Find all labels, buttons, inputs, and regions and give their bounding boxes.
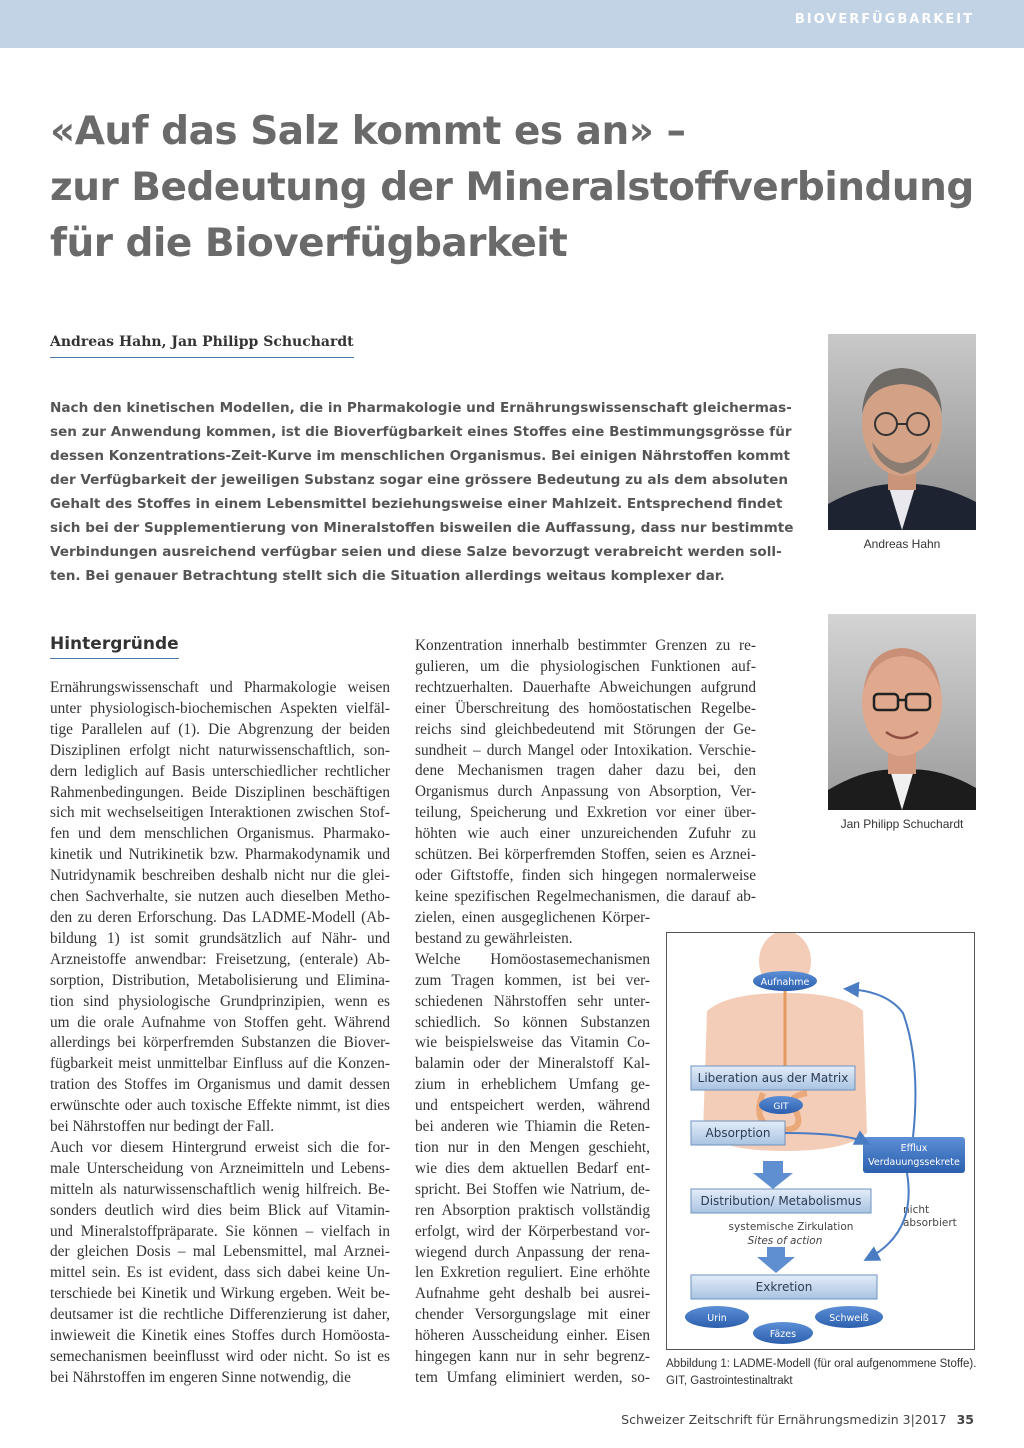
body-text-line: bei Nährstoffen im engeren Sinne notwendig, die <box>50 1368 351 1386</box>
absorption-label: Absorption <box>705 1126 771 1140</box>
body-text-line: rechtzuerhalten. Dauerhafte Abweichungen aufgrund <box>415 678 756 696</box>
author-photo-schuchardt <box>828 614 976 810</box>
efflux-label-2: Verdauungssekrete <box>868 1157 960 1168</box>
body-column-1 <box>50 678 390 1389</box>
body-text-line: allerdings bei körperfremden Substanzen die Biover- <box>50 1034 390 1052</box>
body-text-line: fügbarkeit meist unmittelbar Einfluss auf die Konzen- <box>50 1055 390 1073</box>
body-text-line: Welche Homöostasemechanismen <box>415 950 650 968</box>
body-text-line: um die orale Aufnahme von Stoffen geht. Während <box>50 1013 390 1031</box>
body-text-line: Rahmenbedingungen. Beide Disziplinen beschäftigen <box>50 783 390 801</box>
body-text-line: chender Versorgungslage mit einer <box>415 1306 650 1324</box>
body-text-line: terschiede bei Kinetik und Wirkung ergeben. Weit be- <box>50 1285 390 1303</box>
body-text-line: Ernährungswissenschaft und Pharmakologie weisen <box>50 679 390 696</box>
abstract-line: der Verfügbarkeit der jeweiligen Substanz sogar eine grössere Bedeutung zu als dem absoluten <box>50 472 788 488</box>
photo-caption-schuchardt: Jan Philipp Schuchardt <box>840 817 964 831</box>
body-text-line: kinetik und Nutrikinetik bzw. Pharmakodynamik und <box>50 846 390 864</box>
body-text-line: Disziplinen erfolgt nicht naturwissenschaftlich, son- <box>50 741 390 759</box>
down-arrow-2 <box>757 1247 795 1273</box>
body-text-line: schiedenen Nährstoffen sehr unter- <box>415 992 650 1010</box>
page-footer <box>621 1412 974 1427</box>
body-text-line: gulieren, um die physiologischen Funktionen auf- <box>415 657 756 675</box>
abstract-line: Nach den kinetischen Modellen, die in Pharmakologie und Ernährungswissenschaft gleichermas- <box>50 400 792 416</box>
figure-caption-line-1: Abbildung 1: LADME-Modell (für oral aufgenommene Stoffe). <box>666 1358 977 1370</box>
section-heading: Hintergründe <box>50 634 179 659</box>
efflux-label-1: Efflux <box>900 1143 928 1154</box>
abstract-line: Verbindungen ausreichend verfügbar seien und diese Salze bevorzugt verabreicht werden soll- <box>50 544 782 560</box>
body-text-line: reichs sind gleichbedeutend mit Störungen der Ge- <box>415 720 756 738</box>
figure-caption-line-2: GIT, Gastrointestinaltrakt <box>666 1375 793 1387</box>
title-line-1: «Auf das Salz kommt es an» – <box>50 109 686 154</box>
abstract-line: ten. Bei genauer Betrachtung stellt sich die Situation allerdings weitaus komplexer dar. <box>50 568 725 584</box>
body-text-line: bei anderen wie Thiamin die Reten- <box>415 1118 650 1136</box>
body-text-line: Aufnahme geht deshalb bei ausrei- <box>415 1285 650 1303</box>
body-text-line: keine spezifischen Regelmechanismen, die darauf ab- <box>415 887 756 905</box>
body-text-line: inwieweit die Kinetik eines Stoffes durch Homöosta- <box>50 1327 390 1345</box>
body-text-line: tem Umfang eliminiert werden, so- <box>415 1368 650 1386</box>
page-number: 35 <box>956 1412 974 1427</box>
journal-name: Schweizer Zeitschrift für Ernährungsmedizin 3|2017 <box>621 1412 947 1427</box>
body-text-line: schiedlich. So können Substanzen <box>415 1013 650 1031</box>
body-text-line: balamin oder der Mineralstoff Kal- <box>415 1055 650 1073</box>
body-text-line: tion nur in den Mengen geschieht, <box>415 1138 650 1156</box>
body-text-line: mitteln als naturwissenschaftlich wenig hilfreich. Be- <box>50 1180 390 1198</box>
body-text-line: und Mineralstoffpräparate. Sie können – vielfach in <box>50 1222 390 1240</box>
abstract-line: dessen Konzentrations-Zeit-Kurve im menschlichen Organismus. Bei einigen Nährstoffen kommt <box>50 448 790 464</box>
ladme-diagram <box>667 933 975 1350</box>
abstract-line: sich bei der Supplementierung von Mineralstoffen bisweilen die Auffassung, dass nur bestimmte <box>50 520 794 536</box>
body-text-line: male Unterscheidung von Arzneimitteln und Lebens- <box>50 1159 390 1177</box>
body-text-line: sundheit – durch Mangel oder Intoxikation. Verschie- <box>415 741 756 759</box>
excretion-label: Exkretion <box>755 1280 813 1294</box>
body-text-line: zielen, einen ausgeglichenen Körper- <box>415 909 650 926</box>
body-text-line: teilung, Speicherung und Exkretion vor einer über- <box>415 804 756 822</box>
abstract-line: sen zur Anwendung kommen, ist die Bioverfügbarkeit eines Stoffes eine Bestimmungsgrösse für <box>50 424 792 440</box>
sweat-label: Schweiß <box>829 1313 869 1324</box>
body-text-line: oder Giftstoffe, finden sich hingegen normalerweise <box>415 866 756 884</box>
body-text-line: der gleichen Dosis – mal Lebensmittel, mal Arznei- <box>50 1243 390 1261</box>
body-text-line: erwünschte oder auch toxische Effekte nimmt, ist dies <box>50 1097 390 1115</box>
body-text-line: spricht. Bei Stoffen wie Natrium, de- <box>415 1180 650 1198</box>
author-photo-hahn <box>828 334 976 530</box>
body-text-line: tion sind physiologische Grundprinzipien, wenn es <box>50 992 390 1010</box>
body-text-line: bestand zu gewährleisten. <box>415 929 573 947</box>
body-text-line: len Exkretion reguliert. Eine erhöhte <box>415 1264 650 1282</box>
body-text-line: und entspeichert werden, während <box>415 1097 650 1115</box>
body-text-line: den zu deren Erforschung. Das LADME-Modell (Ab- <box>50 908 390 926</box>
body-text-line: tige Parallelen auf (1). Die Abgrenzung der beiden <box>50 720 390 738</box>
body-text-line: einer Überschreitung des homöostatischen Regelbe- <box>415 699 756 717</box>
body-text-line: Organismus durch Anpassung von Absorption, Ver- <box>415 783 756 801</box>
not-absorbed-label-1: nicht <box>903 1204 930 1216</box>
body-text-line: Arzneistoffe anwendbar: Freisetzung, (enterale) Ab- <box>50 950 390 968</box>
body-text-line: mittel sein. Es ist evident, dass sich dabei keine Un- <box>50 1264 390 1282</box>
title-line-2: zur Bedeutung der Mineralstoffverbindung <box>50 165 974 210</box>
header-bar <box>0 0 1024 48</box>
urine-label: Urin <box>707 1313 727 1324</box>
body-text-line: dene Mechanismen tragen daher dazu bei, den <box>415 762 756 780</box>
body-text-line: ren Absorption praktisch vollständig <box>415 1201 650 1219</box>
not-absorbed-label-2: absorbiert <box>903 1217 957 1229</box>
body-text-line: fen und dem menschlichen Organismus. Pharmako- <box>50 825 390 843</box>
section-tag: BIOVERFÜGBARKEIT <box>794 12 974 27</box>
body-text-line: semechanismen beeinflusst wird oder nicht. So ist es <box>50 1348 390 1365</box>
ladme-figure <box>666 932 975 1350</box>
body-text-line: Nutridynamik beschreiben deshalb nicht nur die glei- <box>50 867 390 885</box>
body-text-line: sorption, Distribution, Metabolisierung und Elimina- <box>50 971 390 989</box>
body-text-line: tration des Stoffes im Organismus und damit dessen <box>50 1076 390 1094</box>
body-text-line: höhten wie auch einer unzureichenden Zufuhr zu <box>415 825 756 843</box>
sites-of-action-label: Sites of action <box>747 1235 823 1247</box>
body-text-line: unter physiologisch-biochemischen Aspekten vielfäl- <box>50 699 390 717</box>
body-text-line: höheren Ausscheidung einher. Eisen <box>415 1327 650 1345</box>
body-text-line: dern lediglich auf Basis unterschiedlicher rechtlicher <box>50 762 390 780</box>
body-column-2-top <box>415 636 756 908</box>
body-text-line: erfolgt, wird der Körperbestand vor- <box>415 1222 650 1240</box>
body-text-line: bei Nährstoffen nur bedingt der Fall. <box>50 1118 275 1136</box>
figure-caption <box>666 1356 986 1390</box>
body-text-line: bildung 1) ist somit grundsätzlich auf Nähr- und <box>50 929 390 947</box>
author-line: Andreas Hahn, Jan Philipp Schuchardt <box>50 334 354 358</box>
body-text-line: Konzentration innerhalb bestimmter Grenzen zu re- <box>415 637 756 654</box>
article-title <box>50 104 980 272</box>
aufnahme-label: Aufnahme <box>760 977 810 988</box>
title-line-3: für die Bioverfügbarkeit <box>50 221 568 266</box>
body-text-line: wiegend durch Anpassung der rena- <box>415 1243 650 1261</box>
photo-caption-hahn: Andreas Hahn <box>863 537 941 551</box>
body-text-line: sonders deutlich wird dies beim Blick auf Vitamin- <box>50 1201 390 1219</box>
body-text-line: hingegen kann nur in sehr begrenz- <box>415 1348 650 1366</box>
body-text-line: wie dies dem aktuellen Bedarf ent- <box>415 1159 650 1177</box>
body-text-line: wie beispielsweise das Vitamin Co- <box>415 1034 650 1052</box>
git-label: GIT <box>773 1102 789 1112</box>
body-text-line: schützen. Bei körperfremden Stoffen, seien es Arznei- <box>415 846 756 864</box>
distribution-label: Distribution/ Metabolismus <box>700 1194 862 1208</box>
faeces-label: Fäzes <box>769 1329 797 1340</box>
systemic-circulation-label: systemische Zirkulation <box>728 1221 854 1233</box>
body-text-line: Auch vor diesem Hintergrund erweist sich die for- <box>50 1138 390 1156</box>
abstract <box>50 396 794 588</box>
body-text-line: deutsamer ist die rechtliche Differenzierung ist daher, <box>50 1306 390 1324</box>
liberation-label: Liberation aus der Matrix <box>697 1071 849 1085</box>
body-column-2-bottom <box>415 908 650 1389</box>
body-text-line: zum Tragen kommen, ist bei ver- <box>415 971 650 989</box>
not-absorbed-arrow <box>867 1173 909 1259</box>
body-text-line: chen Sachverhalte, sie nutzen auch dieselben Metho- <box>50 888 390 906</box>
abstract-line: Gehalt des Stoffes in einem Lebensmittel beziehungsweise einer Mahlzeit. Entsprechend findet <box>50 496 783 512</box>
body-text-line: zium in erheblichem Umfang ge- <box>415 1076 650 1094</box>
body-text-line: sich mit wechselseitigen Interaktionen zwischen Stof- <box>50 804 390 822</box>
down-arrow-1 <box>753 1161 793 1189</box>
